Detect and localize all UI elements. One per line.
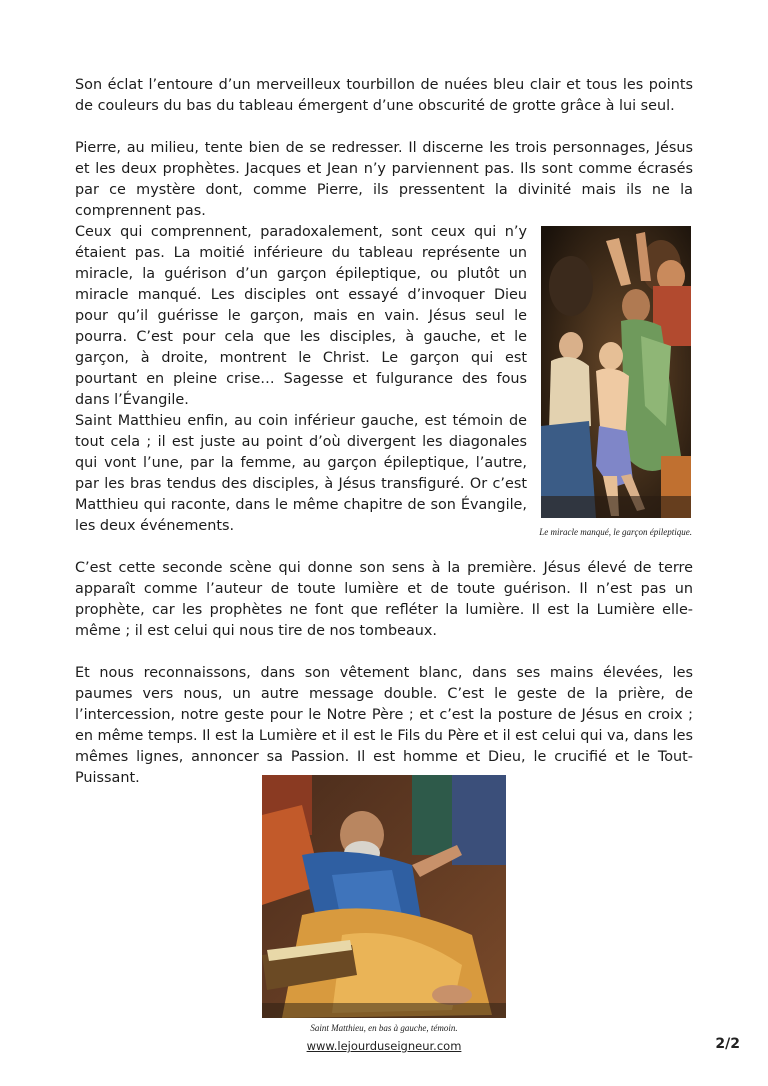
painting-epileptic-boy: [541, 226, 691, 518]
page-number: 2/2: [715, 1036, 740, 1052]
caption-saint-matthieu: Saint Matthieu, en bas à gauche, témoin.: [310, 1023, 458, 1033]
paragraph-miracle: Ceux qui comprennent, paradoxalement, sont ceux qui n’y étaient pas. La moitié inférieure du tableau représente un miracle, la guérison d’un garçon épileptique, ou plutôt un miracle manqué. Les disciples ont essayé d’invoquer Dieu pour qu’il guérisse le garçon, mais en vain. Jésus seul le pourra. C’est pour cela que les disciples, à gauche, et le garçon, à droite, montrent le Christ. Le garçon qui est pourtant en pleine crise… Sagesse et fulgurance des fous dans l’Évangile.: [75, 224, 527, 408]
paragraph-second-scene: C’est cette seconde scène qui donne son sens à la première. Jésus élevé de terre apparaît comme l’auteur de toute lumière et de toute guérison. Il n’est pas un prophète, car les prophètes ne font que refléter la lumière. Il est la Lumière elle-même ; il est celui qui nous tire de nos tombeaux.: [75, 560, 693, 639]
paragraph-pierre: Pierre, au milieu, tente bien de se redresser. Il discerne les trois personnages, Jésus et les deux prophètes. Jacques et Jean n’y parviennent pas. Ils sont comme écrasés par ce mystère dont, comme Pierre, ils pressentent la divinité mais ils ne la comprennent pas.: [75, 140, 693, 219]
paragraph-double-message: Et nous reconnaissons, dans son vêtement blanc, dans ses mains élevées, les paumes vers nous, un autre message double. C’est le geste de la prière, de l’intercession, notre geste pour le Notre Père ; et c’est la posture de Jésus en croix ; en même temps. Il est la Lumière et il est le Fils du Père et il est celui qui va, dans les mêmes lignes, annoncer sa Passion. Il est homme et Dieu, le crucifié et le Tout-Puissant.: [75, 665, 694, 786]
caption-epileptic-boy: Le miracle manqué, le garçon épileptique.: [539, 527, 692, 537]
paragraph-intro: Son éclat l’entoure d’un merveilleux tourbillon de nuées bleu clair et tous les points de couleurs du bas du tableau émergent d’une obscurité de grotte grâce à lui seul.: [75, 77, 693, 114]
painting-saint-matthieu: [262, 775, 506, 1018]
paragraph-matthieu: Saint Matthieu enfin, au coin inférieur gauche, est témoin de tout cela ; il est juste au point d’où divergent les diagonales qui vont l’une, par la femme, au garçon épileptique, l’autre, par les bras tendus des disciples, à Jésus transfiguré. Or c’est Matthieu qui raconte, dans le même chapitre de son Évangile, les deux événements.: [75, 413, 527, 534]
footer-website-link[interactable]: www.lejourduseigneur.com: [306, 1039, 462, 1053]
